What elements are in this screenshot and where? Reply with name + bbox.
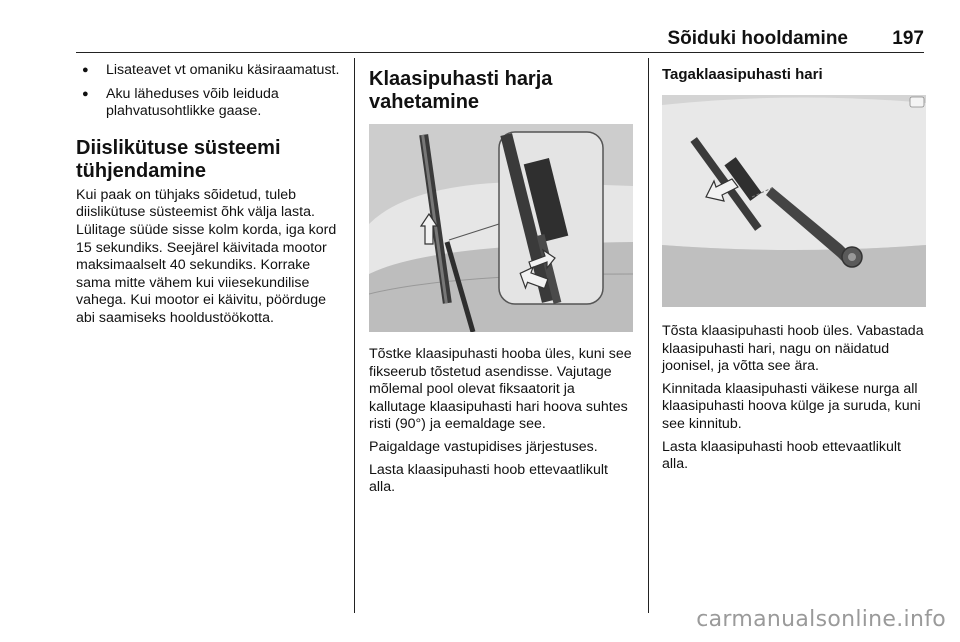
body-paragraph: Lasta klaasipuhasti hoob ettevaatlikult alla. bbox=[662, 438, 901, 473]
list-item: ● Aku läheduses võib leiduda plahvatusohtlikke gaase. bbox=[76, 86, 344, 121]
watermark: carmanualsonline.info bbox=[696, 607, 946, 632]
section-heading-wiper-blade: Klaasipuhasti harja vahetamine bbox=[369, 68, 553, 113]
page-header-title: Sõiduki hooldamine bbox=[667, 28, 848, 49]
column-1 bbox=[76, 62, 344, 328]
front-wiper-illustration bbox=[369, 124, 633, 332]
body-paragraph: Tõstke klaasipuhasti hooba üles, kuni see fikseerub tõstetud asendisse. Vajutage mõlemal pool olevat fiksaatorit ja kallutage klaasipuhasti hari hoova suhtes risti (90°) ja eemaldage see. bbox=[369, 346, 632, 433]
body-paragraph: Lasta klaasipuhasti hoob ettevaatlikult alla. bbox=[369, 461, 608, 496]
body-paragraph: Kinnitada klaasipuhasti väikese nurga all klaasipuhasti hoova külge ja suruda, kuni see kinnitub. bbox=[662, 380, 921, 432]
page-number: 197 bbox=[892, 28, 924, 49]
column-divider-2 bbox=[648, 58, 649, 613]
header-rule bbox=[76, 52, 924, 53]
column-2 bbox=[369, 62, 635, 497]
body-paragraph: Kui paak on tühjaks sõidetud, tuleb diislikütuse süsteemist õhk välja lasta. Lülitage süüde sisse kolm korda, iga kord 15 sekundiks. Seejärel käivitada mootor maksimaalselt 40 sekundiks. Korrake sama mitte vähem kui viiesekundilise vahega. Kui mootor ei käivitu, pöörduge abi saamiseks hooldustöökotta. bbox=[76, 186, 337, 326]
section-heading-diesel: Diislikütuse süsteemi tühjendamine bbox=[76, 136, 281, 182]
rear-wiper-illustration bbox=[662, 95, 926, 307]
column-divider-1 bbox=[354, 58, 355, 613]
list-item: ● Lisateavet vt omaniku käsiraamatust. bbox=[76, 62, 344, 80]
body-paragraph: Paigaldage vastupidises järjestuses. bbox=[369, 438, 598, 455]
body-paragraph: Tõsta klaasipuhasti hoob üles. Vabastada klaasipuhasti hari, nagu on näidatud joonisel, ja võtta see ära. bbox=[662, 323, 924, 375]
bullet-list bbox=[76, 62, 344, 121]
section-heading-rear-wiper: Tagaklaasipuhasti hari bbox=[662, 66, 823, 83]
column-3 bbox=[662, 62, 928, 474]
